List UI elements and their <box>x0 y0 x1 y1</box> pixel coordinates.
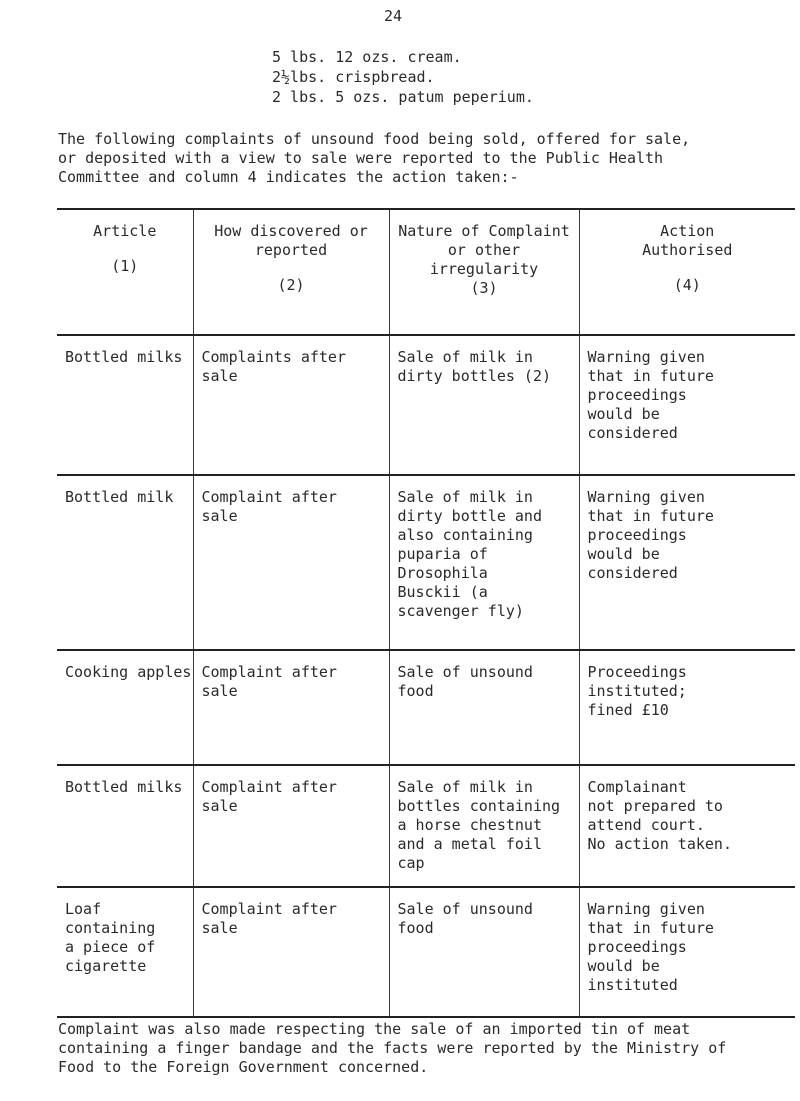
header-number: (4) <box>673 276 701 294</box>
cell-how-discovered: Complaint after sale <box>193 887 389 1017</box>
cell-nature: Sale of milk in bottles containing a horse chestnut and a metal foil cap <box>389 765 579 887</box>
header-nature-of-complaint: Nature of Complaint or other irregularity (3) <box>389 209 579 335</box>
cell-action: Warning given that in future proceedings would be instituted <box>579 887 795 1017</box>
header-action-authorised: Action Authorised (4) <box>579 209 795 335</box>
table-row <box>57 887 795 1017</box>
table-header-row <box>57 209 795 335</box>
cell-article: Bottled milk <box>65 488 174 506</box>
cell-how-discovered: Complaints after sale <box>193 335 389 475</box>
cell-nature: Sale of milk in dirty bottles (2) <box>389 335 579 475</box>
cell-how-discovered: Complaint after sale <box>193 475 389 650</box>
cell-action: Proceedings instituted; fined £10 <box>579 650 795 765</box>
cell-article: Bottled milks <box>65 348 183 366</box>
cell-nature: Sale of unsound food <box>389 650 579 765</box>
intro-paragraph: The following complaints of unsound food being sold, offered for sale, or deposited with a view to sale were reported to the Public Health Committee and column 4 indicates the action taken:- <box>58 130 691 186</box>
table-row <box>57 475 795 650</box>
cell-action: Warning given that in future proceedings would be considered <box>579 335 795 475</box>
list-item: 2½lbs. crispbread. <box>272 68 435 86</box>
header-number: (2) <box>277 276 305 294</box>
cell-how-discovered: Complaint after sale <box>193 650 389 765</box>
footer-paragraph: Complaint was also made respecting the sale of an imported tin of meat containing a finger bandage and the facts were reported by the Ministry of Food to the Foreign Government concerned. <box>58 1020 727 1076</box>
complaints-table <box>57 208 795 1018</box>
cell-how-discovered: Complaint after sale <box>193 765 389 887</box>
list-item: 5 lbs. 12 ozs. cream. <box>272 48 462 66</box>
header-number: (3) <box>470 279 498 297</box>
list-item: 2 lbs. 5 ozs. patum peperium. <box>272 88 534 106</box>
header-number: (1) <box>111 257 139 275</box>
table-row <box>57 765 795 887</box>
cell-action: Warning given that in future proceedings would be considered <box>579 475 795 650</box>
table-row <box>57 335 795 475</box>
cell-action: Complainant not prepared to attend court. No action taken. <box>579 765 795 887</box>
table-row <box>57 650 795 765</box>
cell-article: Cooking apples <box>65 663 192 681</box>
cell-article: Bottled milks <box>65 778 183 796</box>
header-article: Article (1) <box>57 209 193 335</box>
cell-nature: Sale of milk in dirty bottle and also containing puparia of Drosophila Busckii (a scavenger fly) <box>389 475 579 650</box>
header-how-discovered: How discovered or reported (2) <box>193 209 389 335</box>
cell-nature: Sale of unsound food <box>389 887 579 1017</box>
cell-article: Loaf containing a piece of cigarette <box>65 900 156 975</box>
page-number: 24 <box>384 7 403 25</box>
items-list <box>272 48 534 108</box>
